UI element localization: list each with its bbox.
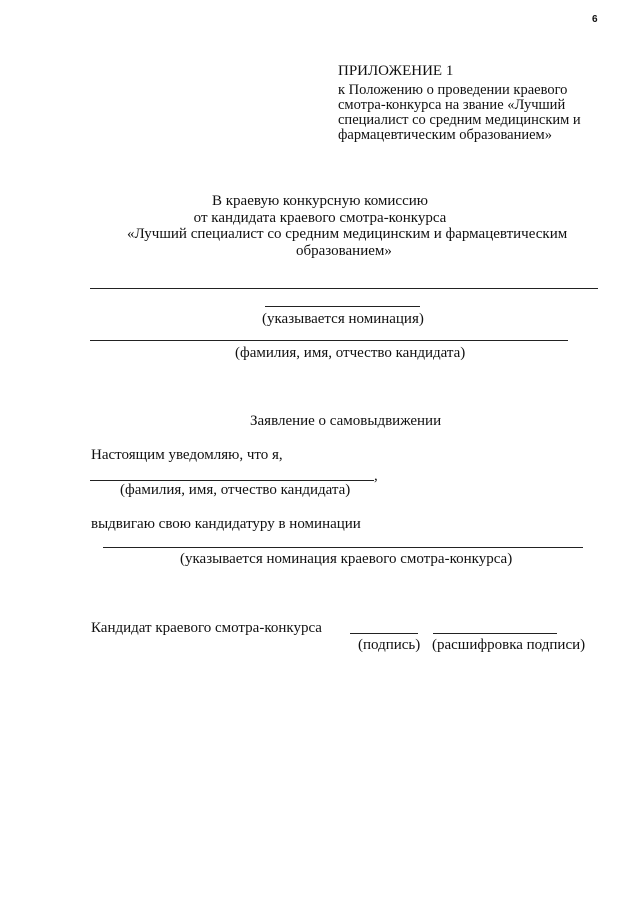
nomination-blank-line[interactable] xyxy=(265,306,420,307)
appendix-line: фармацевтическим образованием» xyxy=(338,127,552,143)
statement-nomination-hint: (указывается номинация краевого смотра-конкурса) xyxy=(180,551,513,567)
statement-nominate-text: выдвигаю свою кандидатуру в номинации xyxy=(91,516,361,532)
fio-hint: (фамилия, имя, отчество кандидата) xyxy=(235,345,466,361)
fio-blank-line[interactable] xyxy=(90,340,568,341)
nomination-hint: (указывается номинация) xyxy=(262,311,424,327)
signature-blank-line[interactable] xyxy=(350,633,418,634)
page-number: 6 xyxy=(592,14,598,25)
appendix-line: специалист со средним медицинским и xyxy=(338,112,581,128)
signature-decode-hint: (расшифровка подписи) xyxy=(432,637,586,653)
appendix-line: к Положению о проведении краевого xyxy=(338,82,568,98)
addressee-line: от кандидата краевого смотра-конкурса xyxy=(193,210,447,226)
blank-line xyxy=(90,288,598,289)
statement-title: Заявление о самовыдвижении xyxy=(250,413,442,429)
signature-hint: (подпись) xyxy=(358,637,421,653)
signature-decode-blank-line[interactable] xyxy=(433,633,557,634)
statement-nomination-blank-line[interactable] xyxy=(103,547,583,548)
signature-label: Кандидат краевого смотра-конкурса xyxy=(91,620,322,636)
appendix-title: ПРИЛОЖЕНИЕ 1 xyxy=(338,63,454,79)
appendix-line: смотра-конкурса на звание «Лучший xyxy=(338,97,566,113)
addressee-line: В краевую конкурсную комиссию xyxy=(212,193,428,209)
statement-comma: , xyxy=(374,468,378,484)
addressee-line: образованием» xyxy=(296,243,392,259)
statement-intro: Настоящим уведомляю, что я, xyxy=(91,447,283,463)
addressee-line: «Лучший специалист со средним медицинским и фармацевтическим xyxy=(127,226,568,242)
statement-fio-hint: (фамилия, имя, отчество кандидата) xyxy=(120,482,351,498)
